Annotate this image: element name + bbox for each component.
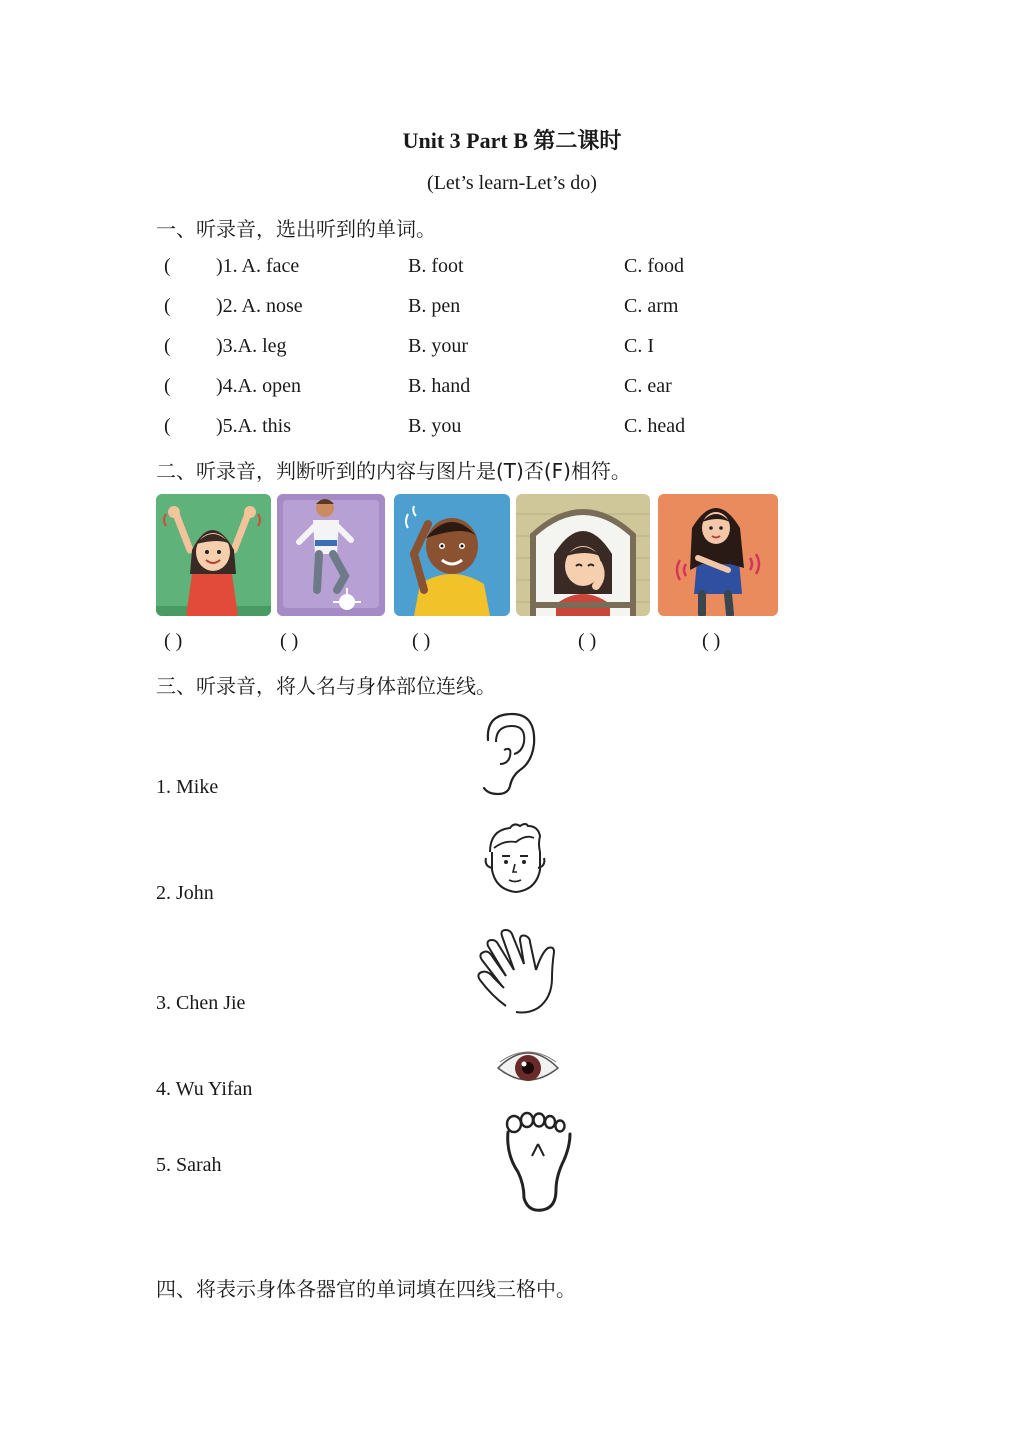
option-c: C. arm — [624, 295, 679, 317]
page-title: Unit 3 Part B 第二课时 — [402, 128, 622, 153]
name-label[interactable]: 5. Sarah — [156, 1154, 222, 1176]
option-b: B. foot — [408, 255, 464, 277]
section-2-heading: 二、听录音，判断听到的内容与图片是(T)否(F)相符。 — [156, 459, 631, 483]
option-c: C. food — [624, 255, 684, 277]
answer-bracket[interactable]: ( — [164, 335, 171, 357]
answer-bracket[interactable]: ( — [164, 255, 171, 277]
boy-touching-head-picture — [394, 494, 510, 616]
option-a: )5.A. this — [216, 415, 291, 437]
girl-touching-face-picture — [516, 494, 650, 616]
option-b: B. hand — [408, 375, 471, 397]
answer-blank[interactable]: ( ) — [578, 630, 597, 652]
boy-stamping-foot-picture — [277, 494, 385, 616]
answer-blank[interactable]: ( ) — [702, 630, 721, 652]
option-a: )1. A. face — [216, 255, 300, 277]
option-a: )2. A. nose — [216, 295, 303, 317]
option-a: )4.A. open — [216, 375, 301, 397]
answer-blank[interactable]: ( ) — [164, 630, 183, 652]
option-b: B. pen — [408, 295, 461, 317]
name-label[interactable]: 4. Wu Yifan — [156, 1078, 253, 1100]
eye-icon[interactable] — [494, 1046, 562, 1095]
girl-shaking-body-picture — [658, 494, 778, 616]
name-label[interactable]: 1. Mike — [156, 776, 219, 798]
name-label[interactable]: 3. Chen Jie — [156, 992, 246, 1014]
option-b: B. your — [408, 335, 468, 357]
option-c: C. head — [624, 415, 686, 437]
option-c: C. ear — [624, 375, 672, 397]
name-label[interactable]: 2. John — [156, 882, 214, 904]
answer-bracket[interactable]: ( — [164, 415, 171, 437]
answer-blank[interactable]: ( ) — [412, 630, 431, 652]
option-c: C. I — [624, 335, 654, 357]
option-a: )3.A. leg — [216, 335, 287, 357]
answer-bracket[interactable]: ( — [164, 295, 171, 317]
page-subtitle: (Let’s learn-Let’s do) — [427, 172, 597, 194]
section-3-heading: 三、听录音，将人名与身体部位连线。 — [156, 674, 496, 698]
hand-icon[interactable] — [476, 924, 562, 1019]
option-b: B. you — [408, 415, 462, 437]
answer-bracket[interactable]: ( — [164, 375, 171, 397]
answer-blank[interactable]: ( ) — [280, 630, 299, 652]
section-1-heading: 一、听录音，选出听到的单词。 — [156, 217, 436, 241]
face-icon[interactable] — [482, 822, 548, 901]
section-4-heading: 四、将表示身体各器官的单词填在四线三格中。 — [156, 1277, 576, 1301]
foot-icon[interactable] — [498, 1110, 578, 1219]
girl-waving-arms-picture — [156, 494, 271, 616]
ear-icon[interactable] — [478, 710, 540, 801]
